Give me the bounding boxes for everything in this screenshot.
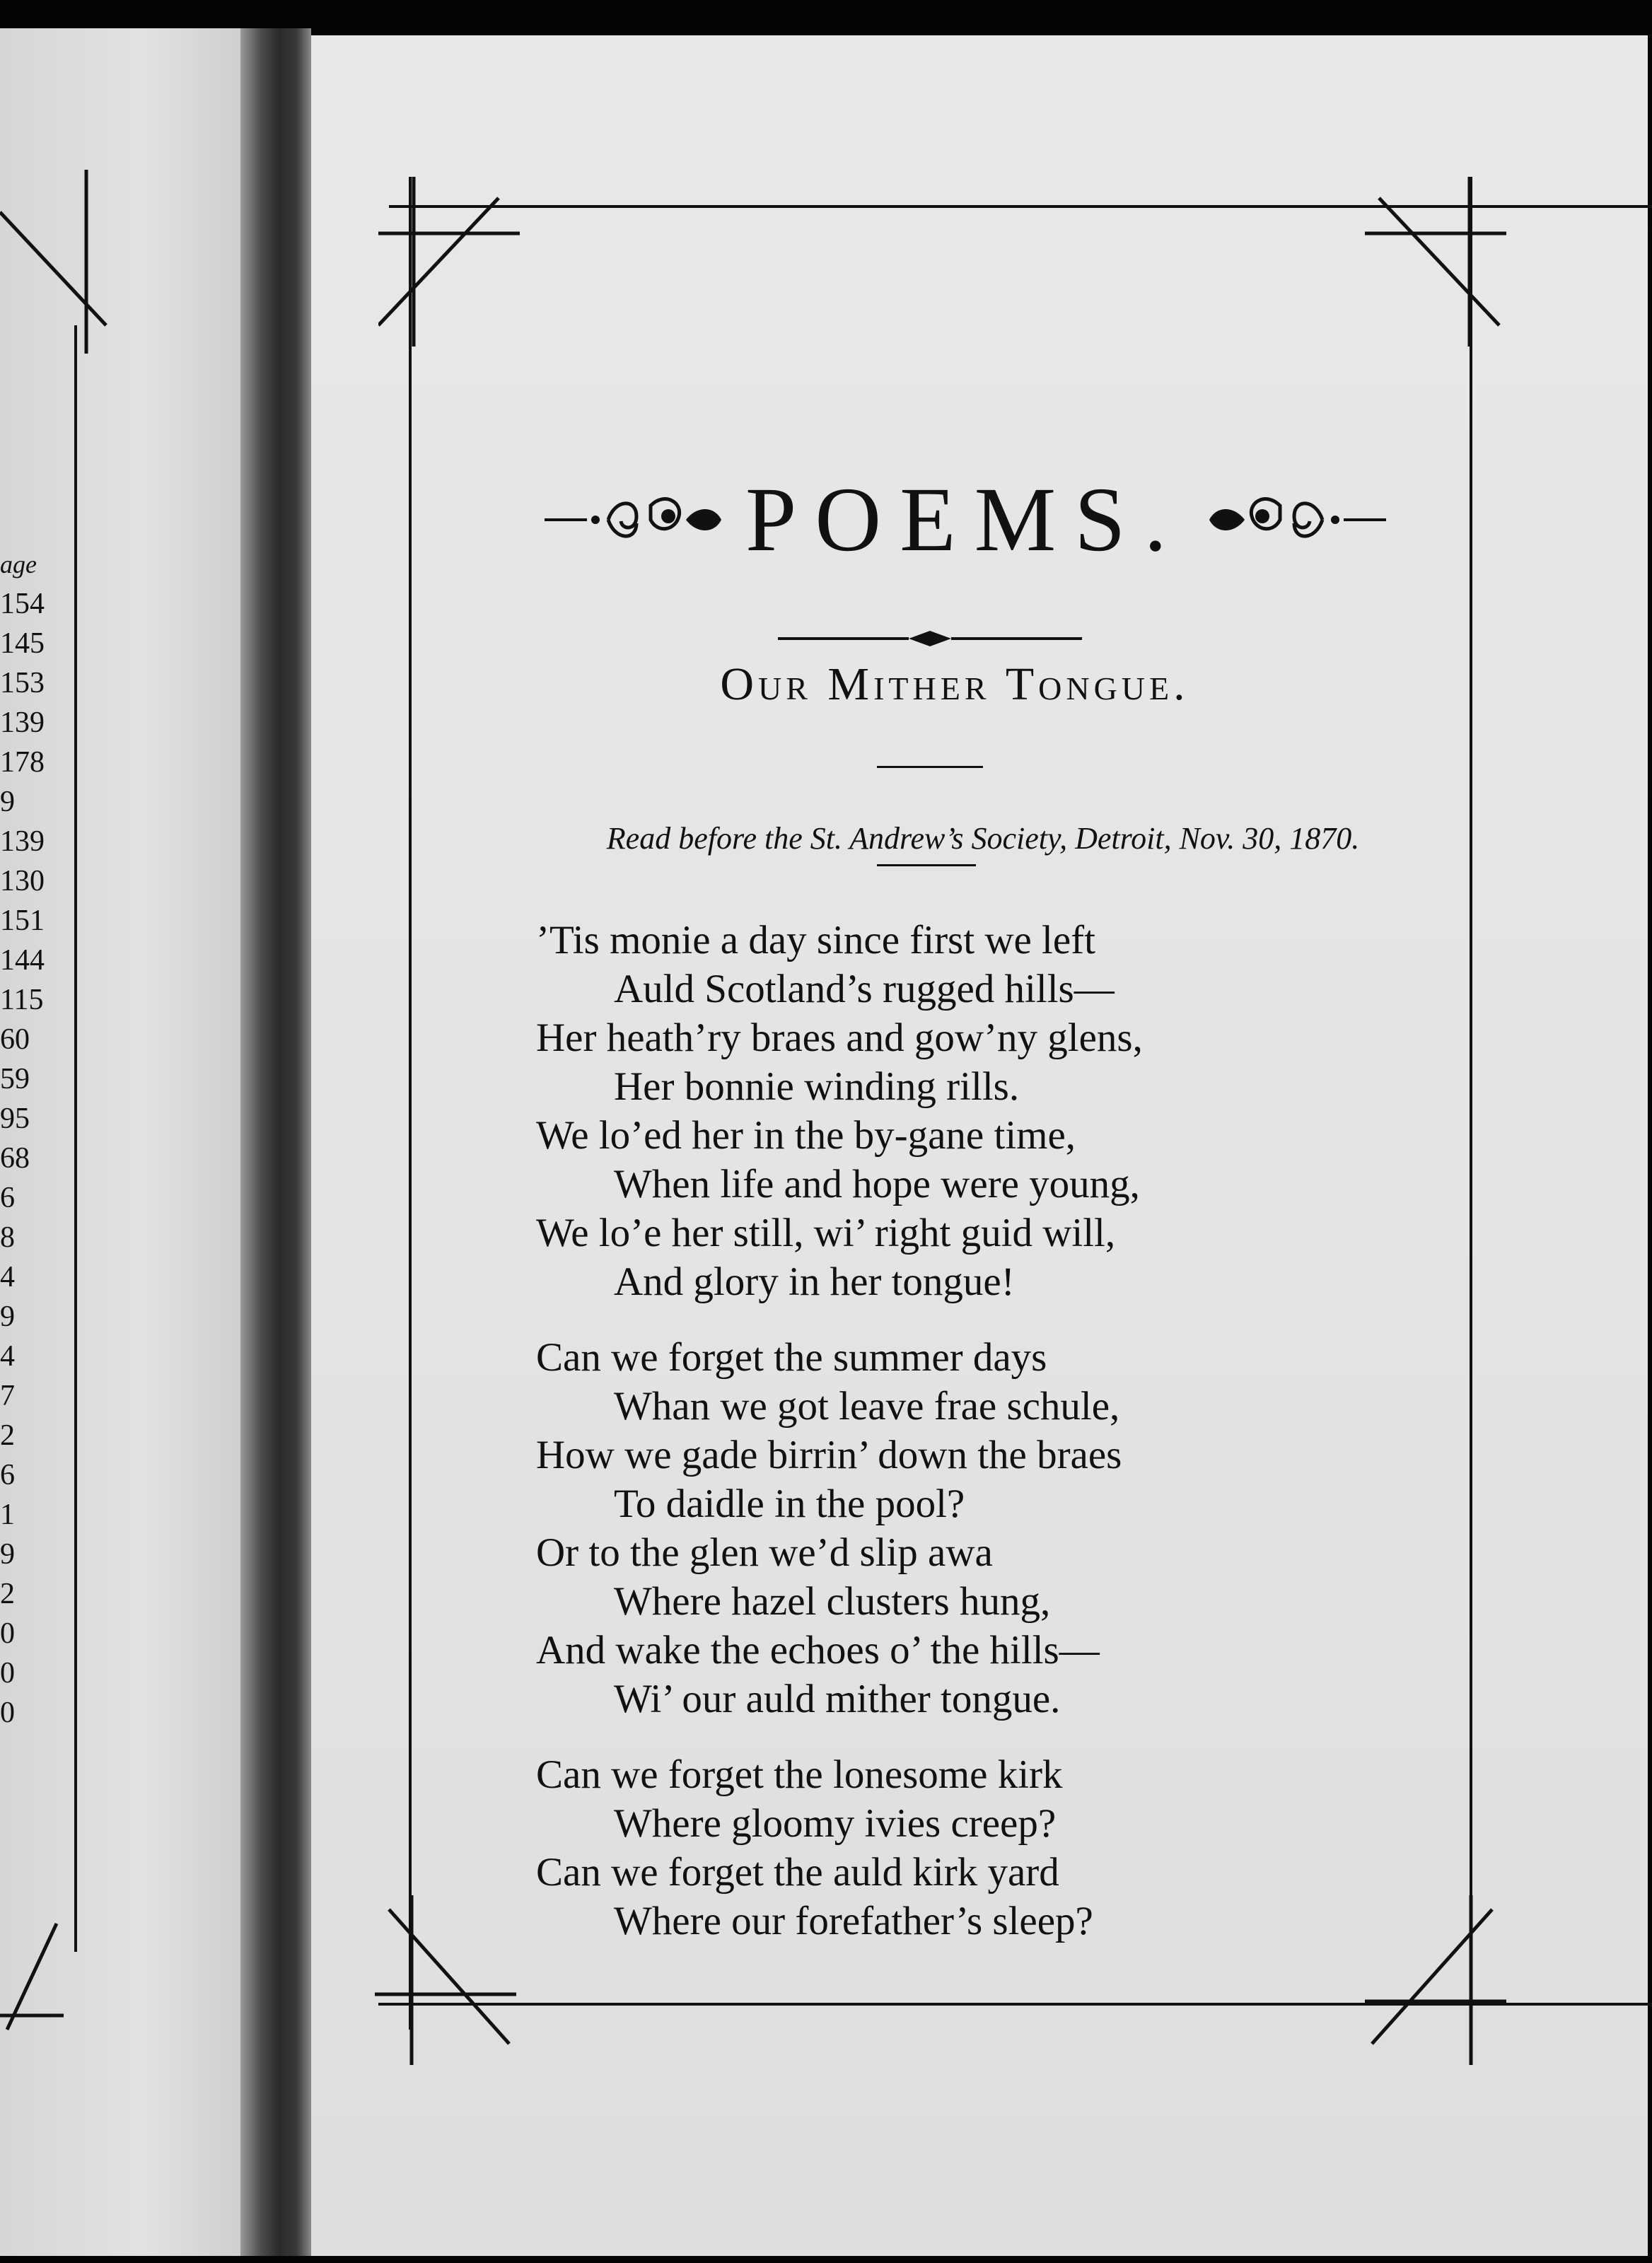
- page-number: 139: [0, 706, 45, 739]
- poem-line: And wake the echoes o’ the hills—: [536, 1628, 1100, 1672]
- frame-left-rule: [409, 177, 412, 2030]
- poem-line: ’Tis monie a day since first we left: [536, 918, 1095, 962]
- book-gutter: [240, 28, 311, 2256]
- page-number: 60: [0, 1023, 30, 1056]
- poem-line: We lo’e her still, wi’ right guid will,: [536, 1211, 1116, 1255]
- stanza: [536, 916, 1597, 1306]
- page-number: 59: [0, 1063, 30, 1095]
- poem-line: Can we forget the auld kirk yard: [536, 1850, 1059, 1895]
- poem-line: Wi’ our auld mither tongue.: [614, 1677, 1061, 1721]
- page-number: 9: [0, 1538, 15, 1571]
- poem-line: We lo’ed her in the by-gane time,: [536, 1113, 1076, 1158]
- page-heading: POEMS.: [745, 469, 1185, 571]
- page-number: 151: [0, 904, 45, 937]
- page-number: 4: [0, 1340, 15, 1373]
- page-number: 0: [0, 1617, 15, 1650]
- poem-line: Or to the glen we’d slip awa: [536, 1530, 993, 1575]
- page-number: 68: [0, 1142, 30, 1175]
- page-number: 145: [0, 627, 45, 660]
- left-page-bottom-corner-ornament: [0, 1909, 141, 2051]
- page-number: 115: [0, 984, 44, 1016]
- page-number: 6: [0, 1182, 15, 1214]
- page-number: 0: [0, 1657, 15, 1689]
- page-number: 9: [0, 1301, 15, 1333]
- title-block: [523, 449, 1407, 591]
- poem-line: Where our forefather’s sleep?: [614, 1899, 1093, 1943]
- page-number: 95: [0, 1103, 30, 1135]
- poem-line: Can we forget the lonesome kirk: [536, 1752, 1063, 1797]
- page-number-column: [0, 545, 57, 1733]
- previous-page: [0, 28, 240, 2256]
- page-number: 178: [0, 746, 45, 779]
- page-number: 144: [0, 944, 45, 977]
- page-number: 0: [0, 1697, 15, 1729]
- poem-line: Whan we got leave frae schule,: [614, 1384, 1120, 1429]
- poem-line: Where gloomy ivies creep?: [614, 1801, 1057, 1846]
- page-number: 154: [0, 588, 45, 620]
- page-number: 4: [0, 1261, 15, 1293]
- poem-line: Her heath’ry braes and gow’ny glens,: [536, 1016, 1143, 1060]
- page-number: 153: [0, 667, 45, 699]
- page-number: 2: [0, 1419, 15, 1452]
- page-number: 9: [0, 786, 15, 818]
- poem-line: Auld Scotland’s rugged hills—: [614, 967, 1115, 1011]
- page-number: 2: [0, 1578, 15, 1610]
- bottom-left-corner-ornament: [375, 1895, 516, 2065]
- right-flourish-icon: [1202, 477, 1386, 562]
- stanza: [536, 1333, 1597, 1723]
- poem-line: And glory in her tongue!: [614, 1260, 1015, 1304]
- poem-subtitle: Read before the St. Andrew’s Society, Detroit, Nov. 30, 1870.: [606, 821, 1360, 856]
- title-rule: [877, 766, 983, 768]
- poem-line: Can we forget the summer days: [536, 1335, 1047, 1380]
- poem-line: To daidle in the pool?: [614, 1482, 965, 1526]
- top-left-corner-ornament: [378, 177, 520, 347]
- page-number: 139: [0, 825, 45, 858]
- stanza: [536, 1750, 1597, 1945]
- page-number: 7: [0, 1380, 15, 1412]
- page-number: 130: [0, 865, 45, 897]
- poem-line: How we gade birrin’ down the braes: [536, 1433, 1122, 1477]
- diamond-separator: [778, 628, 1082, 649]
- left-page-frame-line: [74, 325, 77, 1952]
- poem-body: [536, 916, 1597, 1972]
- poem-title: Our Mither Tongue.: [720, 658, 1189, 710]
- main-page: [311, 35, 1648, 2256]
- left-page-top-corner-ornament: [0, 170, 141, 354]
- subtitle-rule: [877, 864, 976, 866]
- page-number: 1: [0, 1499, 15, 1531]
- page-column-header: age: [0, 550, 37, 578]
- poem-line: Where hazel clusters hung,: [614, 1579, 1051, 1624]
- left-flourish-icon: [545, 477, 728, 562]
- poem-line: When life and hope were young,: [614, 1162, 1140, 1206]
- top-right-corner-ornament: [1365, 177, 1506, 347]
- page-number: 6: [0, 1459, 15, 1491]
- page-number: 8: [0, 1221, 15, 1254]
- poem-line: Her bonnie winding rills.: [614, 1064, 1020, 1109]
